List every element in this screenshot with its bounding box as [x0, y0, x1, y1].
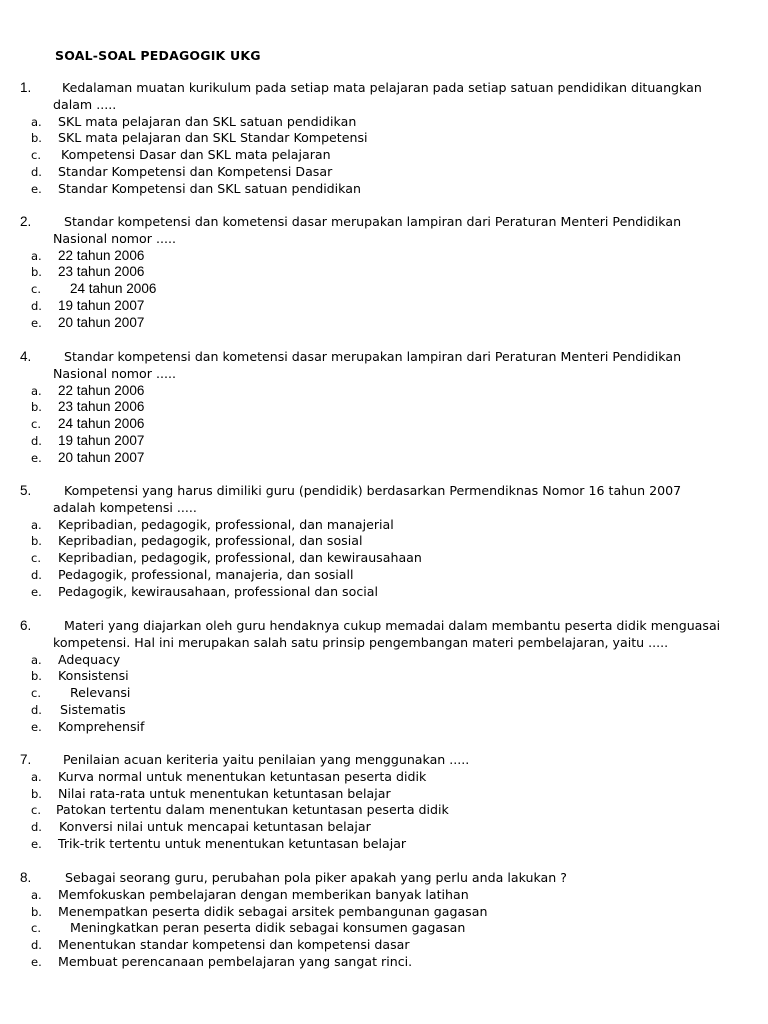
- question-stem: [0, 97, 768, 114]
- option-c: [0, 147, 768, 164]
- option-text: 23 tahun 2006: [58, 399, 145, 415]
- question-4: [0, 349, 768, 467]
- option-text: Nilai rata-rata untuk menentukan ketuntasan belajar: [58, 785, 391, 801]
- option-c: [0, 920, 768, 937]
- question-stem: [0, 214, 768, 231]
- option-d: [0, 298, 768, 315]
- option-letter: a.: [31, 383, 42, 398]
- option-letter: b.: [31, 786, 42, 801]
- option-text: 19 tahun 2007: [58, 297, 145, 313]
- question-text-line: Nasional nomor .....: [53, 230, 176, 246]
- question-stem: [0, 870, 768, 887]
- option-text: Kurva normal untuk menentukan ketuntasan peserta didik: [58, 768, 427, 784]
- question-5: [0, 483, 768, 601]
- option-a: [0, 114, 768, 131]
- option-text: Menentukan standar kompetensi dan kompetensi dasar: [58, 937, 410, 953]
- option-letter: c.: [31, 282, 41, 297]
- option-text: Standar Kompetensi dan Kompetensi Dasar: [58, 163, 333, 179]
- option-d: [0, 702, 768, 719]
- option-text: 22 tahun 2006: [58, 382, 145, 398]
- option-text: Adequacy: [58, 651, 121, 667]
- question-2: [0, 214, 768, 332]
- question-number: 2.: [20, 214, 32, 229]
- option-text: 22 tahun 2006: [58, 247, 145, 263]
- option-text: 24 tahun 2006: [70, 281, 157, 297]
- option-text: Standar Kompetensi dan SKL satuan pendidikan: [58, 180, 361, 196]
- option-b: [0, 399, 768, 416]
- question-number: 1.: [20, 80, 32, 95]
- question-number: 4.: [20, 349, 32, 364]
- question-text-line: Standar kompetensi dan kometensi dasar merupakan lampiran dari Peraturan Menteri Pendidikan: [64, 349, 682, 364]
- option-text: Kepribadian, pedagogik, professional, dan kewirausahaan: [58, 550, 422, 566]
- option-letter: d.: [31, 164, 42, 179]
- option-letter: c.: [31, 417, 41, 432]
- option-text: Konversi nilai untuk mencapai ketuntasan belajar: [59, 819, 371, 835]
- option-letter: d.: [31, 298, 42, 313]
- option-letter: a.: [31, 248, 42, 263]
- option-text: Pedagogik, professional, manajeria, dan sosiall: [58, 566, 354, 582]
- option-b: [0, 130, 768, 147]
- option-d: [0, 164, 768, 181]
- option-letter: b.: [31, 534, 42, 549]
- option-d: [0, 937, 768, 954]
- question-text-line: kompetensi. Hal ini merupakan salah satu prinsip pengembangan materi pembelajaran, yaitu .....: [53, 634, 669, 650]
- option-letter: b.: [31, 265, 42, 280]
- question-text-line: Materi yang diajarkan oleh guru hendaknya cukup memadai dalam membantu peserta didik menguasai: [64, 618, 721, 633]
- option-letter: b.: [31, 131, 42, 146]
- option-text: Patokan tertentu dalam menentukan ketuntasan peserta didik: [56, 802, 449, 818]
- option-a: [0, 652, 768, 669]
- option-e: [0, 315, 768, 332]
- question-number: 5.: [20, 483, 32, 498]
- option-e: [0, 584, 768, 601]
- question-number: 7.: [20, 752, 32, 767]
- option-c: [0, 802, 768, 819]
- question-8: [0, 870, 768, 971]
- option-a: [0, 383, 768, 400]
- option-text: Meningkatkan peran peserta didik sebagai konsumen gagasan: [70, 920, 466, 936]
- option-text: Sistematis: [60, 701, 126, 717]
- option-text: Kepribadian, pedagogik, professional, dan manajerial: [58, 516, 394, 532]
- option-letter: a.: [31, 887, 42, 902]
- option-letter: c.: [31, 148, 41, 163]
- option-letter: c.: [31, 921, 41, 936]
- question-1: [0, 80, 768, 198]
- option-text: SKL mata pelajaran dan SKL Standar Kompetensi: [58, 130, 368, 146]
- option-text: Membuat perencanaan pembelajaran yang sangat rinci.: [58, 953, 413, 969]
- question-stem: [0, 500, 768, 517]
- option-letter: d.: [31, 938, 42, 953]
- option-text: 19 tahun 2007: [58, 432, 145, 448]
- question-stem: [0, 483, 768, 500]
- question-text-line: Standar kompetensi dan kometensi dasar merupakan lampiran dari Peraturan Menteri Pendidikan: [64, 214, 682, 229]
- option-text: Kepribadian, pedagogik, professional, dan sosial: [58, 533, 363, 549]
- page-title: SOAL-SOAL PEDAGOGIK UKG: [55, 48, 261, 63]
- option-a: [0, 769, 768, 786]
- option-e: [0, 181, 768, 198]
- option-a: [0, 248, 768, 265]
- option-c: [0, 685, 768, 702]
- question-6: [0, 618, 768, 736]
- question-stem: [0, 231, 768, 248]
- option-letter: d.: [31, 433, 42, 448]
- option-text: 20 tahun 2007: [58, 314, 145, 330]
- option-letter: c.: [31, 803, 41, 818]
- option-a: [0, 517, 768, 534]
- option-b: [0, 786, 768, 803]
- option-d: [0, 567, 768, 584]
- question-text-line: dalam .....: [53, 96, 117, 112]
- option-text: Trik-trik tertentu untuk menentukan ketuntasan belajar: [58, 835, 407, 851]
- option-text: Pedagogik, kewirausahaan, professional dan social: [58, 583, 378, 599]
- question-number: 8.: [20, 870, 32, 885]
- option-text: Komprehensif: [58, 718, 145, 734]
- option-letter: e.: [31, 719, 42, 734]
- question-text-line: Kedalaman muatan kurikulum pada setiap mata pelajaran pada setiap satuan pendidikan dituangkan: [62, 80, 702, 95]
- option-e: [0, 719, 768, 736]
- option-text: 23 tahun 2006: [58, 264, 145, 280]
- option-letter: e.: [31, 450, 42, 465]
- option-text: 24 tahun 2006: [58, 416, 145, 432]
- option-letter: b.: [31, 669, 42, 684]
- option-e: [0, 836, 768, 853]
- option-text: Relevansi: [70, 685, 131, 701]
- option-letter: e.: [31, 836, 42, 851]
- question-stem: [0, 80, 768, 97]
- option-d: [0, 433, 768, 450]
- option-text: Memfokuskan pembelajaran dengan memberikan banyak latihan: [58, 886, 469, 902]
- option-letter: e.: [31, 315, 42, 330]
- option-e: [0, 450, 768, 467]
- option-c: [0, 416, 768, 433]
- option-text: Kompetensi Dasar dan SKL mata pelajaran: [61, 147, 331, 163]
- question-number: 6.: [20, 618, 32, 633]
- option-text: SKL mata pelajaran dan SKL satuan pendidikan: [58, 113, 357, 129]
- option-d: [0, 819, 768, 836]
- option-b: [0, 264, 768, 281]
- question-text-line: Penilaian acuan keriteria yaitu penilaian yang menggunakan .....: [63, 752, 470, 767]
- option-c: [0, 281, 768, 298]
- option-letter: e.: [31, 181, 42, 196]
- option-b: [0, 668, 768, 685]
- option-letter: a.: [31, 517, 42, 532]
- option-letter: e.: [31, 954, 42, 969]
- option-letter: c.: [31, 686, 41, 701]
- option-letter: b.: [31, 904, 42, 919]
- option-b: [0, 533, 768, 550]
- option-text: 20 tahun 2007: [58, 449, 145, 465]
- option-a: [0, 887, 768, 904]
- question-stem: [0, 635, 768, 652]
- option-letter: a.: [31, 769, 42, 784]
- option-letter: e.: [31, 584, 42, 599]
- option-text: Konsistensi: [58, 668, 129, 684]
- option-letter: a.: [31, 114, 42, 129]
- option-letter: c.: [31, 551, 41, 566]
- question-text-line: Sebagai seorang guru, perubahan pola piker apakah yang perlu anda lakukan ?: [65, 870, 567, 885]
- option-c: [0, 550, 768, 567]
- question-stem: [0, 349, 768, 366]
- option-b: [0, 904, 768, 921]
- option-e: [0, 954, 768, 971]
- option-letter: d.: [31, 567, 42, 582]
- option-text: Menempatkan peserta didik sebagai arsitek pembangunan gagasan: [58, 903, 488, 919]
- question-stem: [0, 752, 768, 769]
- option-letter: d.: [31, 702, 42, 717]
- option-letter: d.: [31, 820, 42, 835]
- question-stem: [0, 366, 768, 383]
- question-text-line: Nasional nomor .....: [53, 365, 176, 381]
- question-7: [0, 752, 768, 853]
- question-stem: [0, 618, 768, 635]
- question-text-line: Kompetensi yang harus dimiliki guru (pendidik) berdasarkan Permendiknas Nomor 16 tahun 2007: [64, 483, 682, 498]
- question-text-line: adalah kompetensi .....: [53, 499, 197, 515]
- option-letter: a.: [31, 652, 42, 667]
- option-letter: b.: [31, 400, 42, 415]
